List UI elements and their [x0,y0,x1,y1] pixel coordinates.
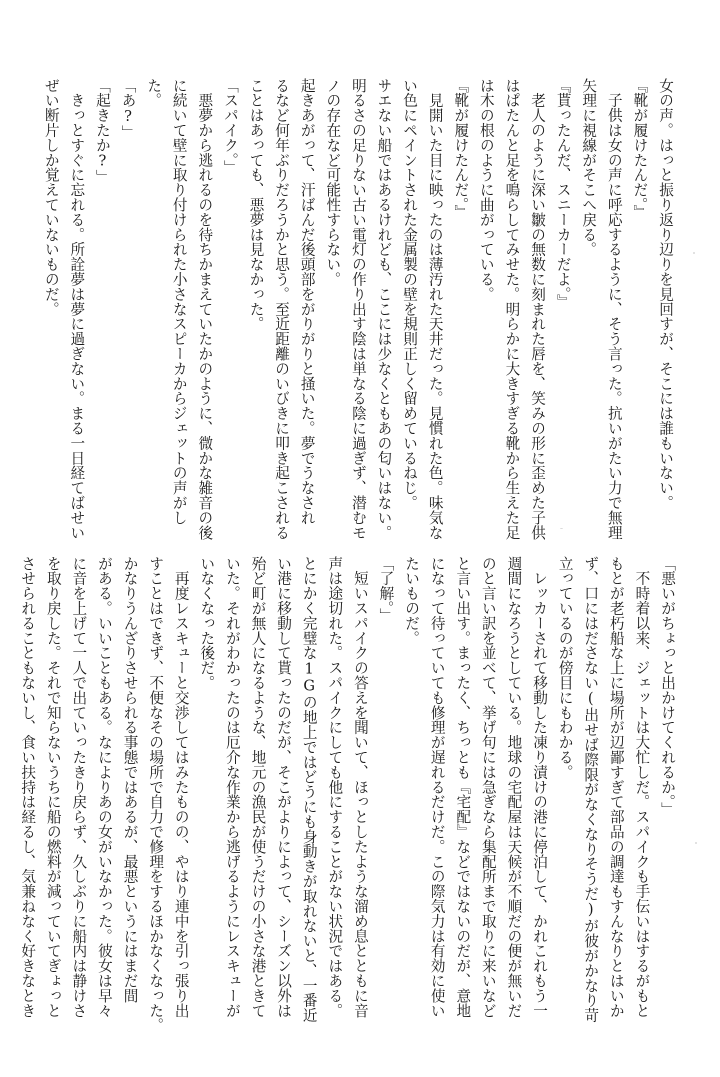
text-column: た。 [145,78,163,108]
text-column: と言い出す。まったく、ちっとも『宅配』などではないのだが、意地 [454,556,472,1018]
text-column: 矢理に視線がそこへ戻る。 [580,78,598,257]
text-column: 声は途切れた。スパイクにしても他にすることがない状況ではある。 [326,556,344,1018]
text-column: 「スパイク。」 [221,78,239,175]
text-column: い色にペイントされた金属製の壁を規則正しく留めているねじ。 [401,78,419,511]
text-column: 不時着以来、ジェットは大忙しだ。スパイクも手伝いはするがもと [633,556,651,1018]
text-column: たいものだ。 [403,556,421,646]
text-column: 立っているのが傍目にもわかる。 [556,556,574,780]
text-column: もとが老朽船な上に場所が辺鄙すぎて部品の調達もすんなりとはいか [607,556,625,1018]
text-column: い港に移動して貰ったのだが、そこがよりによって、シーズン以外は [275,556,293,1018]
text-column: のと言い訳を並べて、挙げ句には急ぎなら集配所まで取りに来いなど [479,556,497,1018]
text-column: 『靴が履けたんだ。』 [452,78,470,220]
scan-speck [695,842,697,844]
text-column: 「起きたか?」 [93,78,111,185]
text-column: 女の声。はっと振り返り辺りを見回すが、そこには誰もいない。 [657,78,674,511]
text-column: 見開いた目に映ったのは薄汚れた天井だった。見慣れた色。味気な [426,78,444,540]
text-column: 「あ?」 [119,78,137,140]
text-column: 老人のように深い皺の無数に刻まれた唇を、笑みの形に歪めた子供 [529,78,547,540]
text-column: 明るさの足りない古い電灯の作り出す陰は単なる陰に過ぎず、潜むモ [349,78,367,540]
text-column: 「了解。」 [377,556,395,624]
text-column: とにかく完璧な1Gの地上ではどうにも身動きが取れないと、一番近 [300,556,318,1023]
scan-speck [560,528,563,529]
text-column: はぱたんと足を鳴らしてみせた。明らかに大きすぎる靴から生えた足 [503,78,521,540]
text-column: 週間になろうとしている。地球の宅配屋は天候が不順だの便が無いだ [505,556,523,1018]
text-column: を取り戻した。それで知らないうちに船の燃料が減っていてぎょっと [44,556,62,1018]
text-column: になって待っていても修理が遅れるだけだ。この際気力は有効に使い [428,556,446,1018]
lower-text-block [19,556,680,1033]
text-column: させられることもないし、食い扶持は経るし、気兼ねなく好きなとき [19,556,37,1018]
text-column: ぜい断片しか覚えていないものだ。 [42,78,60,317]
text-column: は木の根のように曲がっている。 [477,78,495,302]
text-column: きっとすぐに忘れる。所詮夢は夢に過ぎない。まる一日経てばせい [68,78,86,540]
text-column: に続いて壁に取り付けられた小さなスピーカからジェットの声がし [170,78,188,525]
text-column: 短いスパイクの答えを聞いて、ほっとしたような溜め息とともに音 [351,556,369,1018]
text-column: に音を上げて一人で出ていったきり戻らず、久しぶりに船内は静けさ [70,556,88,1018]
text-column: 『貰ったんだ、スニーカーだよ。』 [554,78,572,310]
text-column: いた。それがわかったのは厄介な作業から逃げるようにレスキューが [223,556,241,1018]
text-column: レッカーされて移動した凍り漬けの港に停泊して、かれこれもう一 [531,556,549,1018]
text-column: ノの存在など可能性すらない。 [324,78,342,287]
text-column: るなど何年ぶりだろうかと思う。至近距離のいびきに叩き起こされる [273,78,291,540]
text-column: がある。いいこともある。なによりあの女がいなかった。彼女は早々 [95,556,113,1018]
upper-text-block [38,78,678,540]
text-column: サエない船ではあるけれども、ここには少なくともあの匂いはない。 [375,78,393,540]
text-column: すことはできず、不便なその場所で自力で修理をするほかなくなった。 [147,556,165,1033]
text-column: 再度レスキューと交渉してはみたものの、やはり連中を引っ張り出 [172,556,190,1018]
text-column: ず、口にはださない(出せば際限がなくなりそうだ)が彼がかなり苛 [582,556,600,1023]
text-column: 「悪いがちょっと出かけてくれるか。」 [659,556,676,817]
text-column: かなりうんざりさせられる事態ではあるが、最悪というにはまだ間 [121,556,139,1003]
text-column: 『靴が履けたんだ。』 [631,78,649,220]
text-column: ことはあっても、悪夢は見なかった。 [247,78,265,332]
text-column: 起きあがって、汗ばんだ後頭部をがりがりと掻いた。夢でうなされ [298,78,316,525]
text-column: 悪夢から逃れるのを待ちかまえていたかのように、微かな雑音の後 [196,78,214,540]
text-column: いなくなった後だ。 [198,556,216,691]
scan-speck [693,252,695,254]
text-column: 子供は女の声に呼応するように、そう言った。抗いがたい力で無理 [605,78,623,540]
text-column: 殆ど町が無人になるような、地元の漁民が使うだけの小さな港ときて [249,556,267,1018]
